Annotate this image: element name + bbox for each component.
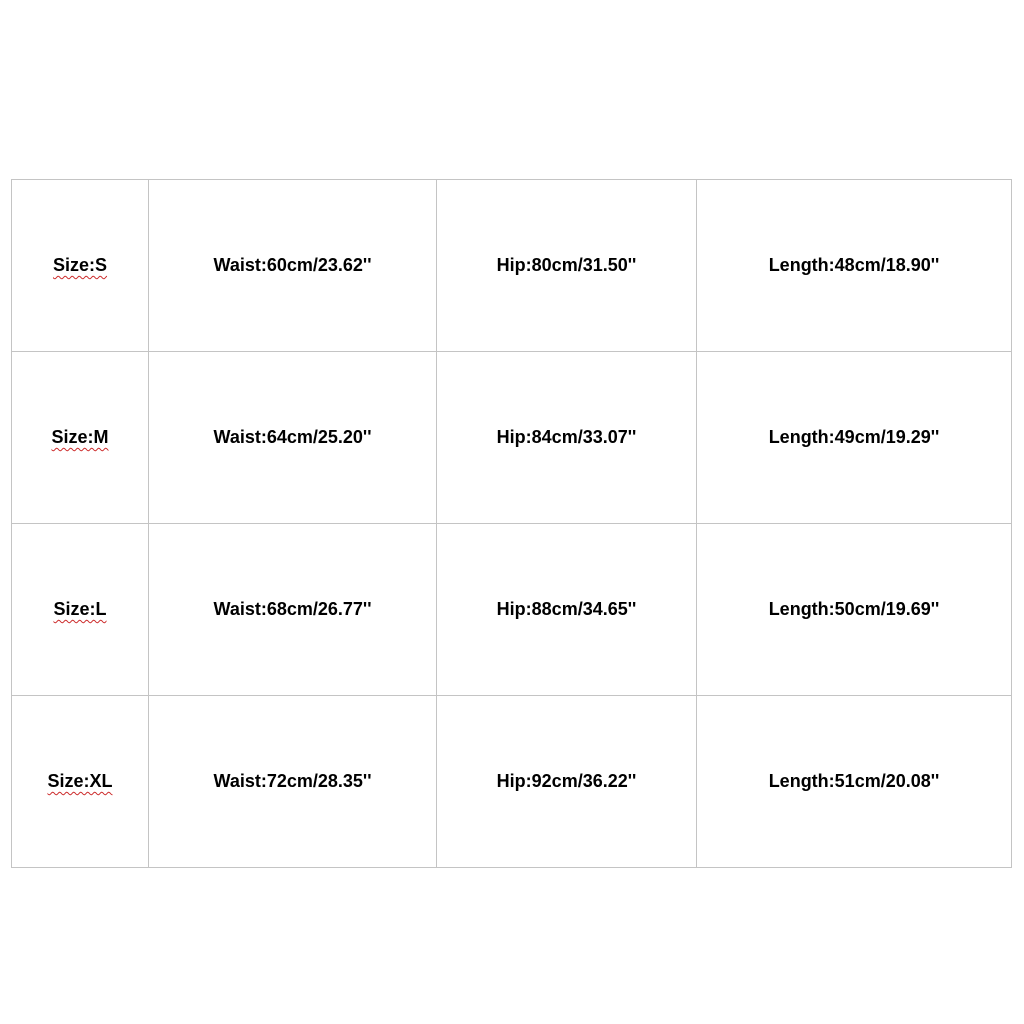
waist-cell: Waist:60cm/23.62'' xyxy=(149,180,437,352)
size-chart-table xyxy=(11,179,1012,868)
hip-cell: Hip:84cm/33.07'' xyxy=(437,352,697,524)
hip-cell: Hip:92cm/36.22'' xyxy=(437,696,697,868)
size-label: Size:S xyxy=(52,255,108,275)
size-label: Size:XL xyxy=(47,771,113,791)
waist-cell: Waist:64cm/25.20'' xyxy=(149,352,437,524)
size-cell xyxy=(12,352,149,524)
table-row xyxy=(12,180,1012,352)
length-cell: Length:48cm/18.90'' xyxy=(697,180,1012,352)
length-cell: Length:51cm/20.08'' xyxy=(697,696,1012,868)
length-cell: Length:49cm/19.29'' xyxy=(697,352,1012,524)
table-row xyxy=(12,524,1012,696)
length-cell: Length:50cm/19.69'' xyxy=(697,524,1012,696)
hip-cell: Hip:80cm/31.50'' xyxy=(437,180,697,352)
size-cell xyxy=(12,180,149,352)
size-cell xyxy=(12,524,149,696)
size-label: Size:L xyxy=(53,599,107,619)
table-row xyxy=(12,696,1012,868)
table-row xyxy=(12,352,1012,524)
waist-cell: Waist:72cm/28.35'' xyxy=(149,696,437,868)
waist-cell: Waist:68cm/26.77'' xyxy=(149,524,437,696)
hip-cell: Hip:88cm/34.65'' xyxy=(437,524,697,696)
size-cell xyxy=(12,696,149,868)
size-label: Size:M xyxy=(51,427,109,447)
